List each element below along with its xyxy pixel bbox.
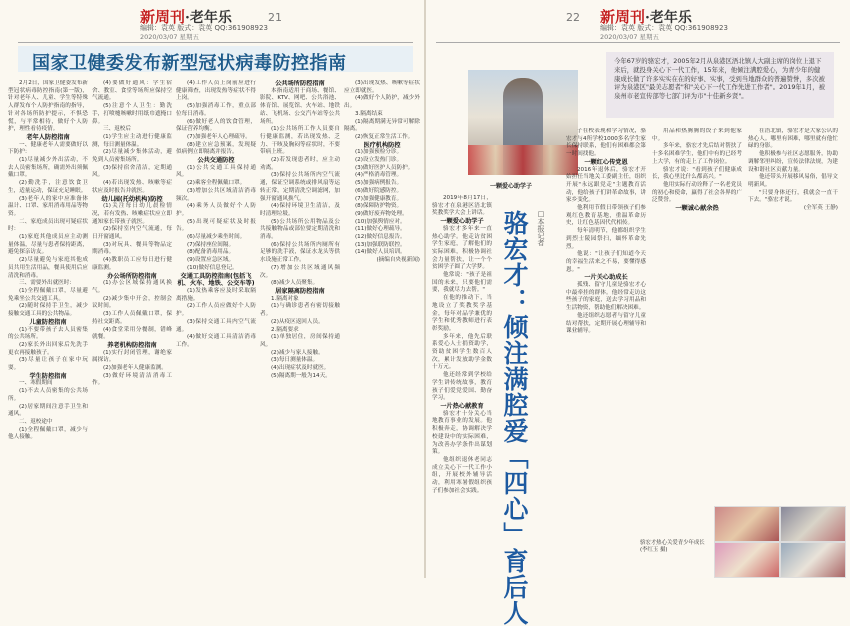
paragraph: (12)做好信息报告。 — [355, 234, 406, 241]
paragraph: (2)保持室内空气流通，每日开窗通风。 — [92, 226, 172, 241]
paragraph: 他常说："孩子是祖国的未来，只要他们需要，我就尽力去帮。" — [432, 272, 492, 294]
byline: □本报记者 — [537, 210, 545, 246]
header-rule — [18, 42, 413, 43]
paragraph: (9)设置应急区域。 — [187, 257, 235, 264]
article-column-3 — [176, 80, 256, 576]
paragraph: 骆宏才十分关心当地教育事业的发展。他积极奔走，协调解决学校建设中的实际困难，为改善办学条件出谋划策。 — [432, 410, 492, 456]
paragraph: (4)教职员工应每日进行健康监测。 — [92, 257, 172, 271]
paragraph: (1)家庭其他成员应主动测量体温，尽量与患者保持距离，避免探亲访友。 — [8, 234, 88, 256]
paragraph: (2)减少集中开会，控制会议时间。 — [92, 295, 172, 310]
paragraph: 公共交通防控 — [197, 157, 235, 165]
paragraph: 用品和热腾腾的饺子来到他家中。 — [652, 128, 742, 142]
activity-photo — [780, 542, 846, 578]
paragraph: (1)隔离期满无异常可解除隔离。 — [344, 118, 420, 133]
paragraph: 一片热心献教育 — [440, 402, 484, 410]
photo-caption: 一颗爱心助学子 — [490, 183, 533, 190]
paragraph: (10)做好信息登记。 — [187, 264, 238, 271]
paragraph: (1)尽量减少外出活动，不去人员密集场所，确需外出须佩戴口罩。 — [8, 157, 88, 179]
paragraph: 交通工具防控指南(包括飞机、火车、地铁、公交车等) — [177, 272, 255, 288]
article-column-5 — [344, 80, 420, 576]
feature-column-a — [432, 195, 492, 575]
paragraph: (3)尽量让孩子在家中玩耍。 — [8, 357, 88, 372]
paragraph: (3)工作人员佩戴口罩，保持社交距离。 — [92, 311, 172, 325]
paragraph: 幼儿园(托幼机构)防控 — [101, 195, 163, 203]
activity-photo — [714, 506, 780, 542]
paragraph: (1)与确诊患者有密切接触者。 — [260, 303, 340, 318]
paragraph: (6)尽量减少乘坐时间。 — [187, 234, 246, 241]
photo-caption-small: 骆宏才热心关爱青少年成长 (李红玉 摄) — [640, 540, 705, 553]
paragraph: (5)加强消毒工作，重点部位每日消毒。 — [176, 103, 256, 117]
paragraph: (8)保障防护物资。 — [355, 203, 403, 210]
intro-box — [606, 52, 834, 118]
paragraph: (4)做好个人防护，减少外出。 — [344, 95, 420, 110]
paragraph: (2)乘客全程佩戴口罩。 — [187, 180, 246, 187]
paragraph: (3)做好环境清洁消毒工作。 — [92, 372, 172, 387]
paragraph: (2)设立发热门诊。 — [355, 157, 403, 164]
paragraph: (2)恢复正常生活工作。 — [355, 133, 414, 140]
paragraph: (5)公共场所公用物品及公共接触物品或部位要定期清洗和消毒。 — [260, 218, 340, 241]
paragraph: 2.隔离要求 — [271, 326, 299, 333]
paragraph: (1)不去人员密集的公共场所。 — [8, 388, 88, 402]
paragraph: 他组织退休老同志成立关心下一代工作小组，开展校外辅导活动，利用寒暑假组织孩子们参加社会实践。 — [432, 456, 492, 494]
paragraph: 一颗爱心助学子 — [440, 218, 484, 226]
header-rule — [436, 42, 840, 43]
paragraph: (13)加强联防联控。 — [355, 241, 406, 248]
paragraph: 每年清明节，他都组织学生到烈士陵园祭扫，缅怀革命先烈。 — [566, 228, 646, 250]
paragraph: (1)公共交通工具保持通风。 — [176, 164, 256, 179]
paragraph: (2)家长外出回家后先洗手更衣再接触孩子。 — [8, 341, 88, 356]
paragraph: (2)从疫区返回人员。 — [271, 318, 324, 325]
paragraph: 老年人防控指南 — [26, 133, 70, 141]
paragraph: 一片关心助成长 — [584, 274, 628, 282]
paragraph: 他用实际行动诠释了一名老党员的初心和使命，赢得了社会各界的广泛赞誉。 — [652, 181, 742, 204]
page-number: 21 — [268, 11, 282, 24]
paragraph: (3)做好医护人员防护。 — [355, 164, 414, 171]
paragraph: (10)加强舆情应对。 — [355, 218, 406, 225]
paragraph: (摘编自央视新闻) — [376, 257, 420, 264]
masthead-brand: 新周刊·老年乐 — [140, 8, 232, 26]
paragraph: 2016年退休后，骆宏才开始担任当地关工委副主任，组织开展"永远跟党走"主题教育活动，他给孩子们讲革命故事，讲家乡变化。 — [566, 166, 646, 204]
paragraph: (4)乘务人员做好个人防护。 — [176, 203, 256, 217]
paragraph: (2)尽量减少集体活动，避免到人员密集场所。 — [92, 149, 172, 164]
paragraph: (7)增加公共区域通风频次。 — [260, 264, 340, 279]
paragraph: 医疗机构防控 — [363, 141, 401, 149]
paragraph: (2)减少与家人接触。 — [271, 349, 324, 356]
paragraph: (1)关注每日幼儿晨检情况，若有发热、咳嗽症状应立即通知家长带孩子就医。 — [92, 203, 172, 225]
paragraph: (6)做好老人的饮食管理，保证营养均衡。 — [176, 118, 256, 133]
paragraph: (1)单独居住，房间保持通风。 — [260, 334, 340, 348]
headline-banner — [18, 46, 413, 72]
paragraph: (4)出现症状及时就医。 — [271, 365, 330, 372]
paragraph: (8)建立应急预案，发现疑似病例立即隔离并报告。 — [176, 141, 256, 156]
paragraph: 2月2日，国家卫健委发布新型冠状病毒防控指南(第一版)，针对老年人、儿童、学生等特殊人群发布个人防护指南的指导，针对各场所防护提示，不惧恐慌，与平常相待，做好个人防护，理性看待疫情。 — [8, 80, 88, 133]
paragraph: 子在校表现和学习情况，骆宏才与4所学校1000多名学生家长保持联系，他们有困难都会第一时间找他。 — [566, 128, 646, 158]
paragraph: 在浯北镇，骆宏才是大家公认的热心人。哪里有困难，哪里就有他忙碌的身影。 — [748, 128, 838, 150]
paragraph: (3)保持宿舍清洁，定期通风。 — [92, 164, 172, 179]
vertical-headline-block — [496, 210, 552, 626]
paragraph: 他积极参与社区志愿服务，协助调解邻里纠纷，宣传法律法规，为建设和谐社区贡献力量。 — [748, 151, 838, 173]
paragraph: (1)全程佩戴口罩，减少与他人接触。 — [8, 426, 88, 441]
activity-photo — [714, 542, 780, 578]
paragraph: 三、返校后 — [103, 126, 131, 133]
editor-info: 编辑：袁英 版式：袁英 QQ:361908923 — [140, 24, 268, 32]
paragraph: (2)加强老年人健康监测。 — [103, 365, 167, 372]
paragraph: (3)老年人的家中应准备体温计、口罩、家用消毒用品等物资。 — [8, 195, 88, 217]
paragraph: (6)做好院感防控。 — [355, 187, 403, 194]
paragraph: (7)保持座位间隔。 — [187, 241, 235, 248]
article-column-2 — [92, 80, 172, 576]
paragraph: (9)做好废弃物处理。 — [355, 210, 408, 217]
paragraph: (11)做好心理疏导。 — [355, 226, 406, 233]
paragraph: 3.隔离结束 — [355, 110, 383, 117]
portrait-photo — [468, 70, 578, 175]
paragraph: (4)工作人员上岗前应进行健康筛查，出现发热等症状不得上岗。 — [176, 80, 256, 102]
paragraph: 学生防控指南 — [29, 372, 67, 380]
children-figures — [468, 145, 578, 175]
paragraph: 骆宏才说："看到孩子们健康成长，我心里比什么都高兴。" — [652, 166, 742, 181]
paragraph: 多年来，骆宏才先后结对帮扶了十多名困难学生，他们中有的已经考上大学，有的走上了工作岗位。 — [652, 143, 742, 165]
paragraph: 他还组织志愿者与留守儿童结对帮扶，定期开展心理辅导和课业辅导。 — [566, 312, 646, 335]
paragraph: (4)保持环境卫生清洁，及时清理垃圾。 — [260, 203, 340, 217]
paragraph: (14)做好人员培训。 — [355, 249, 406, 256]
left-page — [0, 0, 424, 578]
paragraph: 居家隔离防控指南 — [275, 287, 325, 295]
paragraph: 他利用节假日带领孩子们参观红色教育基地，重温革命历史，让红色基因代代相传。 — [566, 205, 646, 227]
paragraph: (4)要做好通风：学生宿舍、教室、食堂等场所应保持空气流通。 — [92, 80, 172, 102]
feature-column-c — [652, 128, 838, 502]
photo-collage — [714, 506, 844, 576]
paragraph: (4)食堂采用分餐制，错峰就餐。 — [92, 326, 172, 341]
paragraph: 一颗红心传党恩 — [584, 158, 628, 166]
paragraph: 养老机构防控指南 — [107, 341, 157, 349]
article-column-1 — [8, 80, 88, 576]
paragraph: 二、返校途中 — [19, 418, 53, 425]
article-column-4 — [260, 80, 340, 576]
issue-date: 2020/03/07 星期五 — [600, 33, 660, 41]
masthead-brand: 新周刊·老年乐 — [600, 8, 692, 26]
paragraph: (4)做好交通工具清洁消毒工作。 — [176, 334, 256, 348]
paragraph: (1)不要带孩子去人员密集的公共场所。 — [8, 326, 88, 341]
paragraph: (2)尽量避免与家庭其他成员共用生活用品，餐具使用后应清洗和消毒。 — [8, 257, 88, 279]
paragraph: 1.隔离对象 — [271, 295, 299, 302]
paragraph: 本指南适用于商场、餐馆、影院、KTV、网吧、公共浴池、体育馆、展览馆、火车站、地铁站、飞机场、公交汽车站等公共场所。 — [260, 87, 340, 125]
paragraph: (1)加强预检分诊。 — [355, 149, 403, 156]
paragraph: (5)加强病例报告。 — [355, 180, 403, 187]
paragraph: (3)对玩具、餐具等物品定期消毒。 — [92, 241, 172, 256]
paragraph: (4)严格消毒管理。 — [355, 172, 403, 179]
paragraph: 公共场所防控指南 — [275, 80, 325, 87]
paragraph: (全军英 王静) — [803, 205, 838, 212]
paragraph: 2019年8月17日，骆宏才在泉港区浯北镇奖教奖学大会上讲话。 — [432, 195, 492, 217]
paragraph: (1)办公区域保持通风换气。 — [92, 280, 172, 294]
paragraph: (4)若出现发热、咳嗽等症状应及时报告并就医。 — [92, 180, 172, 194]
page-number: 22 — [566, 11, 580, 24]
paragraph: 他还带头开展移风易俗，倡导文明新风。 — [748, 174, 838, 188]
paragraph: (1)实行封闭管理，谢绝家属探访。 — [92, 349, 172, 364]
paragraph: 办公场所防控指南 — [107, 272, 157, 280]
paragraph: (3)保持公共场所内空气流通，保证空调系统或排风扇等运转正常，定期清洗空调滤网，加强开窗通风换气。 — [260, 172, 340, 202]
issue-date: 2020/03/07 星期五 — [140, 33, 200, 41]
paragraph: 三、需要外出就医时： — [19, 280, 75, 287]
paragraph: (3)保持交通工具内空气流通。 — [176, 318, 256, 333]
paragraph: 一颗诚心献余热 — [675, 205, 719, 213]
paragraph: 孤残、留守儿童是骆宏才心中最牵挂的群体。他经常走访这些孩子的家庭，送去学习用品和生活物资，帮助他们解决困难。 — [566, 282, 646, 312]
paragraph: (2)工作人员应做好个人防护。 — [176, 303, 256, 318]
paragraph: (2)居家期间注意手卫生和通风。 — [8, 403, 88, 418]
paragraph: 多年来，他先后联系爱心人士捐资助学，资助贫困学生数百人次，累计发放助学金数十万元。 — [432, 333, 492, 371]
paragraph: 在他的推动下，当地设立了奖教奖学基金，每年对品学兼优的学生和优秀教师进行表彰奖励。 — [432, 295, 492, 332]
paragraph: "只要身体还行，我就会一直干下去。"骆宏才说。 — [748, 189, 838, 204]
paragraph: (8)配备消毒用品。 — [187, 249, 235, 256]
paragraph: 骆宏才多年来一直热心助学。他走访贫困学生家庭，了解他们的实际困难，积极协调社会力量帮扶，让一个个贫困学子圆了大学梦。 — [432, 225, 492, 271]
paragraph: (2)勤洗手，注意饮食卫生，适量运动，保证充足睡眠。 — [8, 180, 88, 194]
paragraph: 他说："让孩子们知道今天的幸福生活来之不易，要懂得感恩。" — [566, 251, 646, 273]
intro-text: 今年67岁的骆宏才，2005年2月从泉港区浯北镇人大副主席的岗位上退下来后，就投身关心下一代工作，15年来，他倾注满腔爱心，为青少年的健康成长做了许多实实在在的好事、实事，受到当地群众的普遍赞誉，多次被评为泉港区"最美志愿者"和"关心下一代工作先进工作者"。2019年1月，被泉州市老宣传部等七部门评为市"十佳新乡贤"。 — [614, 57, 826, 101]
feature-column-b — [566, 128, 646, 576]
paragraph: 一、健康老年人需要做好以下防护： — [8, 141, 88, 156]
paragraph: 二、家庭成员出现可疑症状时： — [8, 218, 88, 233]
paragraph: 儿童防控指南 — [29, 318, 67, 326]
paragraph: (2)随时保持手卫生，减少接触交通工具的公共物品。 — [8, 303, 88, 318]
vertical-headline: 骆宏才：倾注满腔爱「四心」育后人 — [500, 210, 529, 626]
paragraph: (1)公共场所工作人员要自行健康监测，若出现发热、乏力、干咳及胸闷等症状时，不要带病上班。 — [260, 126, 340, 156]
paragraph: (3)出现发热、咳嗽等症状应立即就医。 — [344, 80, 420, 94]
paragraph: (1)发热乘客应及时采取隔离措施。 — [176, 287, 256, 302]
paragraph: (5)注意个人卫生：勤洗手，打喷嚏咳嗽时用纸巾遮掩口鼻。 — [92, 103, 172, 125]
paragraph: (5)隔离期一般为14天。 — [271, 372, 331, 379]
paragraph: (6)保持公共场所内厕所有足够的洗手液，保证水龙头等供水设施正常工作。 — [260, 241, 340, 264]
paragraph: (3)增加公共区域清洁消毒频次。 — [176, 187, 256, 202]
paragraph: (3)每日测量体温。 — [271, 357, 319, 364]
paragraph: 一、寒假期间 — [19, 380, 53, 387]
paragraph: (7)加强老年人心理疏导。 — [187, 133, 251, 140]
headline: 国家卫健委发布新型冠状病毒防控指南 — [32, 53, 347, 74]
paragraph: (7)加强健康教育。 — [355, 195, 403, 202]
paragraph: (5)出现可疑症状及时报告。 — [176, 218, 256, 233]
paragraph: (1)全程佩戴口罩，尽量避免乘坐公共交通工具。 — [8, 287, 88, 302]
paragraph: (8)减少人员聚集。 — [271, 280, 319, 287]
activity-photo — [780, 506, 846, 542]
paragraph: (2)若发现患者时，应主动劝离。 — [260, 157, 340, 171]
paragraph: 他还经常到学校给学生讲传统故事，教育孩子们爱党爱国、勤奋学习。 — [432, 372, 492, 402]
paragraph: (1)学生应主动进行健康监测，每日测量体温。 — [92, 133, 172, 148]
editor-info: 编辑：袁英 版式：袁英 QQ:361908923 — [600, 24, 728, 32]
